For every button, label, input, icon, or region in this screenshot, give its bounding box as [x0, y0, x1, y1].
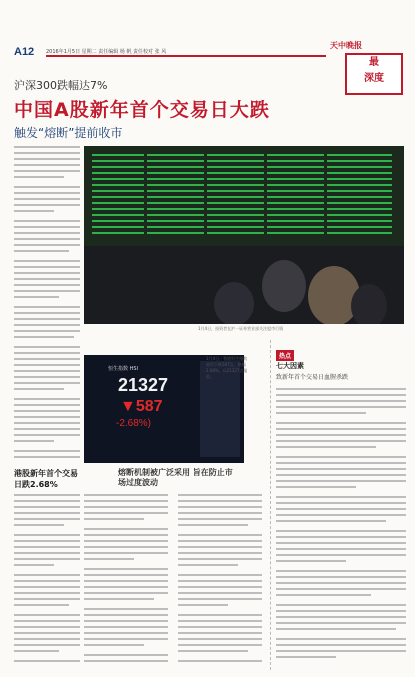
article-subhead: 触发“熔断”提前收市 [14, 126, 123, 140]
column-divider [270, 340, 271, 670]
hsi-change-pct: -2.68%) [116, 418, 152, 429]
section-badge-line2: 深度 [364, 73, 384, 84]
left-column-text-lower [14, 494, 80, 670]
mid-subheading: 熔断机制被广泛采用 旨在防止市场过度波动 [118, 468, 233, 487]
newspaper-logo: 天中晚报 [330, 40, 362, 50]
left-subheading: 港股新年首个交易日跌2.68% [14, 469, 78, 489]
header-rule [46, 55, 326, 57]
photo-caption: 1月4日，投资者在沪一证券营业部关注股市行情 [198, 326, 284, 331]
hot-tag: 热点 [276, 350, 294, 361]
page-header [0, 0, 415, 84]
page-number: A12 [14, 46, 35, 58]
article-kicker: 沪深300跌幅达7% [14, 79, 108, 92]
stock-board-photo [84, 146, 404, 324]
hsi-index-value: 21327 [118, 375, 169, 395]
hsi-change: ▼587 [120, 398, 163, 415]
stock-board-illustration [84, 146, 404, 324]
article-headline: 中国A股新年首个交易日大跌 [14, 99, 270, 121]
hsi-label: 恒生指数 HSI [108, 366, 138, 372]
right-subheading-sub: 致新年首个交易日血腥杀跌 [276, 374, 349, 381]
right-column-text [276, 388, 406, 670]
section-badge-line1: 最 [369, 57, 379, 68]
left-column-text [14, 146, 80, 466]
photo2-caption: 1月4日，香港恒生指数收市下跌587点，跌幅2.68%，以21327点报收。 [206, 356, 248, 379]
middle-column-text [84, 494, 264, 670]
section-badge [345, 53, 403, 95]
right-subheading: 七大因素 [276, 362, 304, 370]
dateline: 2016年1月5日 星期二 责任编辑 杨 帆 责任校对 张 风 [46, 49, 167, 55]
